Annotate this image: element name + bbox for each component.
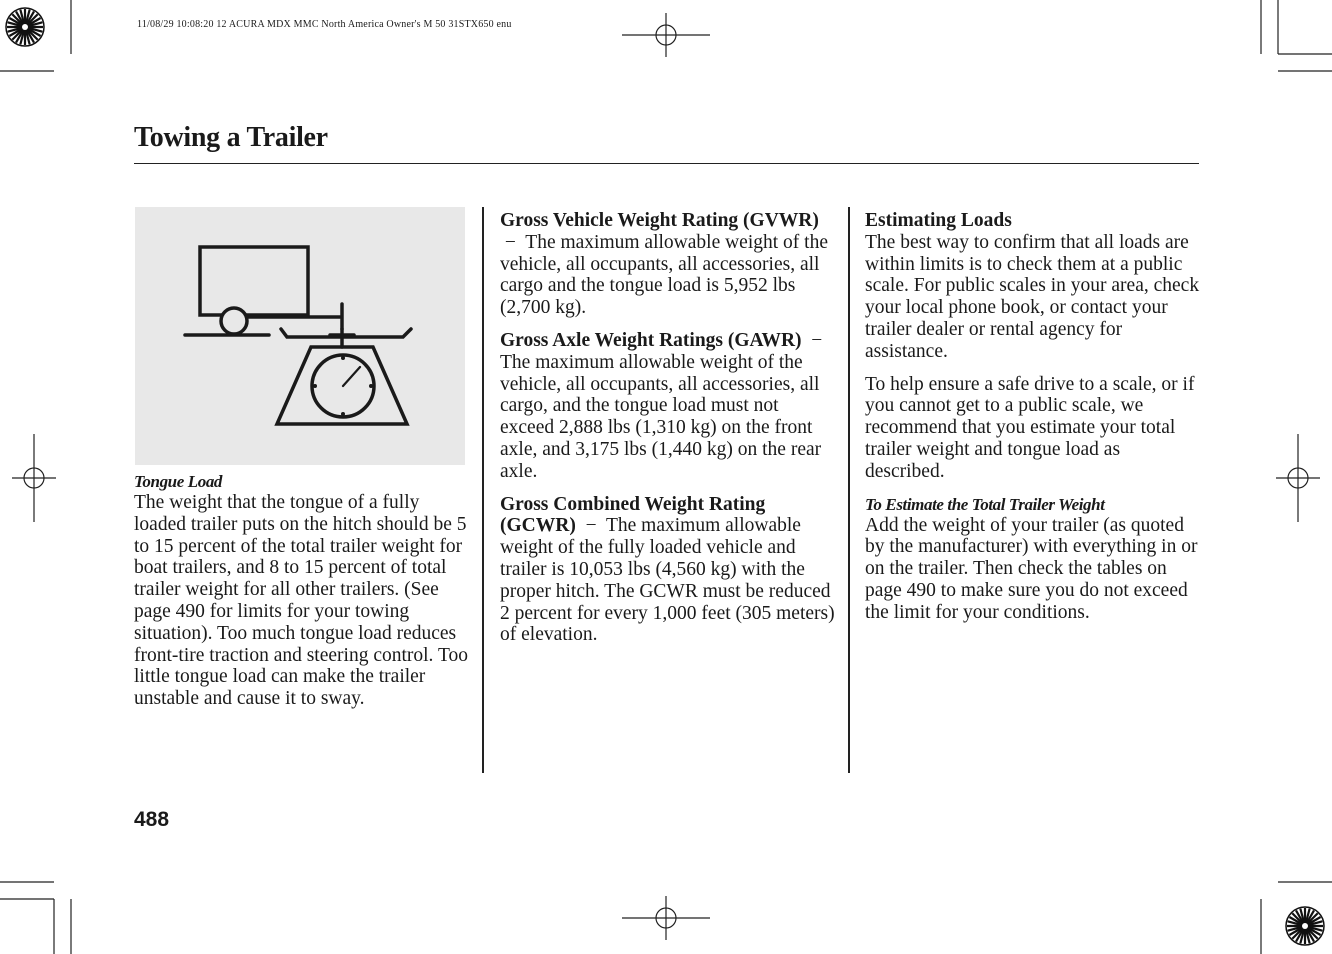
registration-mark-top (622, 13, 710, 57)
tongue-load-figure (135, 207, 465, 465)
print-header: 11/08/29 10:08:20 12 ACURA MDX MMC North America Owner's M 50 31STX650 enu (137, 19, 512, 30)
gvwr-heading: Gross Vehicle Weight Rating (GVWR) (500, 210, 819, 231)
gcwr-dash: − (585, 515, 597, 537)
estimating-loads-text: The best way to confirm that all loads are within limits is to check them at a public scale. For public scales in your area, check your local phone book, or contact your trailer dealer or rental agency for assistance. (865, 231, 1200, 362)
gawr-text: The maximum allowable weight of the vehicle, all occupants, all accessories, all cargo, and the tongue load must not exceed 2,888 lbs (1,310 kg) on the front axle, and 3,175 lbs (1,440 kg) on the rear axle. (500, 351, 822, 482)
column-weight-ratings (500, 210, 836, 657)
gcwr-paragraph (500, 494, 836, 647)
gvwr-paragraph (500, 210, 836, 319)
estimate-weight-caption: To Estimate the Total Trailer Weight (865, 494, 1105, 514)
gcwr-text: The maximum allowable weight of the fully loaded vehicle and trailer is 10,053 lbs (4,560 kg) with the proper hitch. The GCWR must be reduced 2 percent for every 1,000 feet (305 meters) of elevation. (500, 515, 835, 646)
registration-mark-right (1276, 434, 1320, 522)
page-title: Towing a Trailer (134, 122, 328, 153)
estimating-loads-heading: Estimating Loads (865, 210, 1012, 231)
title-rule (134, 163, 1199, 164)
registration-mark-left (12, 434, 56, 522)
tongue-load-text: The weight that the tongue of a fully loaded trailer puts on the hitch should be 5 to 15 percent of the total trailer weight for boat trailers, and 8 to 15 percent of total trailer weight for all other trailers. (See page 490 for limits for your towing situation). Too much tongue load reduces front-tire traction and steering control. Too little tongue load can make the trailer unstable and cause it to sway. (134, 492, 469, 710)
estimating-loads-paragraph (865, 210, 1203, 363)
column-rule-2 (848, 207, 850, 773)
estimate-weight-text: Add the weight of your trailer (as quoted by the manufacturer) with everything in or on the trailer. Then check the tables on page 490 to make sure you do not exceed the limit for your conditions. (865, 514, 1198, 623)
column-rule-1 (482, 207, 484, 773)
starburst-mark-bottom-right (1285, 906, 1325, 946)
tongue-load-caption: Tongue Load (134, 472, 223, 491)
estimate-weight-paragraph (865, 494, 1203, 624)
column-tongue-load (134, 471, 470, 721)
gcwr-heading: Gross Combined Weight Rating (GCWR) (500, 493, 766, 537)
safe-drive-paragraph: To help ensure a safe drive to a scale, or if you cannot get to a public scale, we recommend that you estimate your total trailer weight and tongue load as described. (865, 373, 1195, 482)
registration-mark-bottom (622, 896, 710, 940)
gawr-dash: − (811, 329, 823, 351)
gvwr-dash: − (504, 231, 516, 253)
trailer-tongue-scale-illustration (135, 207, 465, 465)
page-number: 488 (134, 808, 170, 831)
gawr-heading: Gross Axle Weight Ratings (GAWR) (500, 329, 802, 351)
starburst-mark-top-left (5, 7, 45, 47)
gawr-paragraph (500, 330, 836, 483)
column-estimating-loads (865, 210, 1203, 635)
gvwr-text: The maximum allowable weight of the vehicle, all occupants, all accessories, all cargo and the tongue load is 5,952 lbs (2,700 kg). (500, 231, 828, 319)
